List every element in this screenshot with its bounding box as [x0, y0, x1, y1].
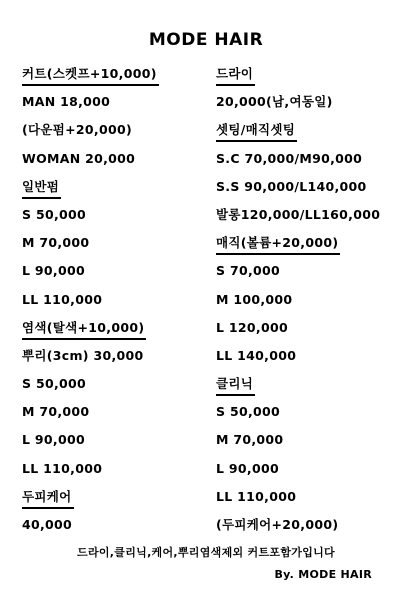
price-item: [216, 346, 380, 374]
section-heading-text: 드라이: [216, 64, 255, 86]
price-item-text: S 50,000: [22, 376, 86, 392]
price-item-text: M 70,000: [22, 235, 90, 251]
price-item: [216, 487, 380, 515]
price-item: [216, 261, 380, 289]
section-heading-text: 커트(스켓프+10,000): [22, 64, 159, 86]
price-item: [216, 205, 380, 233]
price-item-text: S.C 70,000/M90,000: [216, 150, 363, 166]
price-item-text: 20,000(남,여동일): [216, 94, 333, 110]
price-item: [216, 459, 380, 487]
price-item-text: 40,000: [22, 517, 73, 532]
price-item: [22, 92, 159, 120]
price-item: [22, 120, 159, 148]
price-item-text: S 50,000: [216, 404, 280, 420]
price-item-text: LL 140,000: [216, 347, 297, 363]
price-item: [216, 177, 380, 205]
price-item-text: S 70,000: [216, 263, 280, 279]
section-heading: [22, 64, 159, 92]
section-heading: [22, 487, 159, 515]
price-item-text: L 90,000: [216, 460, 279, 476]
price-item: [216, 149, 380, 177]
left-price-column: [22, 64, 159, 543]
section-heading-text: 염색(탈색+10,000): [22, 318, 146, 340]
section-heading: [216, 64, 380, 92]
price-item-text: LL 110,000: [22, 460, 103, 476]
price-item-text: LL 110,000: [22, 291, 103, 307]
price-item-text: LL 110,000: [216, 488, 297, 504]
price-item-text: L 90,000: [22, 263, 85, 279]
price-item-text: L 120,000: [216, 319, 288, 335]
price-item: [216, 92, 380, 120]
price-item-text: L 90,000: [22, 432, 85, 448]
price-item-text: M 70,000: [216, 432, 284, 448]
right-price-column: [216, 64, 380, 543]
section-heading-text: 두피케어: [22, 487, 74, 509]
price-item: [216, 430, 380, 458]
price-item-text: S.S 90,000/L140,000: [216, 178, 367, 194]
price-item: [22, 205, 159, 233]
section-heading: [216, 233, 380, 261]
price-item: [22, 402, 159, 430]
price-item: [22, 261, 159, 289]
section-heading: [216, 374, 380, 402]
section-heading-text: 셋팅/매직셋팅: [216, 120, 297, 142]
section-heading: [216, 120, 380, 148]
section-heading-text: 일반펌: [22, 177, 61, 199]
price-item: [22, 374, 159, 402]
section-heading: [22, 318, 159, 346]
price-item: [22, 459, 159, 487]
section-heading-text: 클리닉: [216, 374, 255, 396]
price-item-text: 발롱120,000/LL160,000: [216, 206, 381, 222]
price-item-text: M 100,000: [216, 291, 293, 307]
section-heading: [22, 177, 159, 205]
price-item-text: S 50,000: [22, 206, 86, 222]
price-item: [22, 346, 159, 374]
signature: By. MODE HAIR: [274, 568, 372, 581]
price-item: [22, 149, 159, 177]
price-item-text: WOMAN 20,000: [22, 150, 136, 166]
price-item-text: M 70,000: [22, 404, 90, 420]
section-heading-text: 매직(볼륨+20,000): [216, 233, 340, 255]
price-item: [22, 290, 159, 318]
price-item: [22, 515, 159, 543]
price-item: [22, 233, 159, 261]
page-title: MODE HAIR: [148, 30, 264, 50]
price-item: [216, 515, 380, 543]
price-item: [22, 430, 159, 458]
price-item: [216, 290, 380, 318]
price-item-text: MAN 18,000: [22, 94, 111, 110]
price-item-text: (다운펌+20,000): [22, 122, 132, 138]
price-item-text: (두피케어+20,000): [216, 517, 339, 532]
price-item-text: 뿌리(3cm) 30,000: [22, 347, 144, 363]
price-item: [216, 318, 380, 346]
footer-note: 드라이,클리닉,케어,뿌리염색제외 커트포함가입니다: [77, 546, 335, 559]
price-item: [216, 402, 380, 430]
